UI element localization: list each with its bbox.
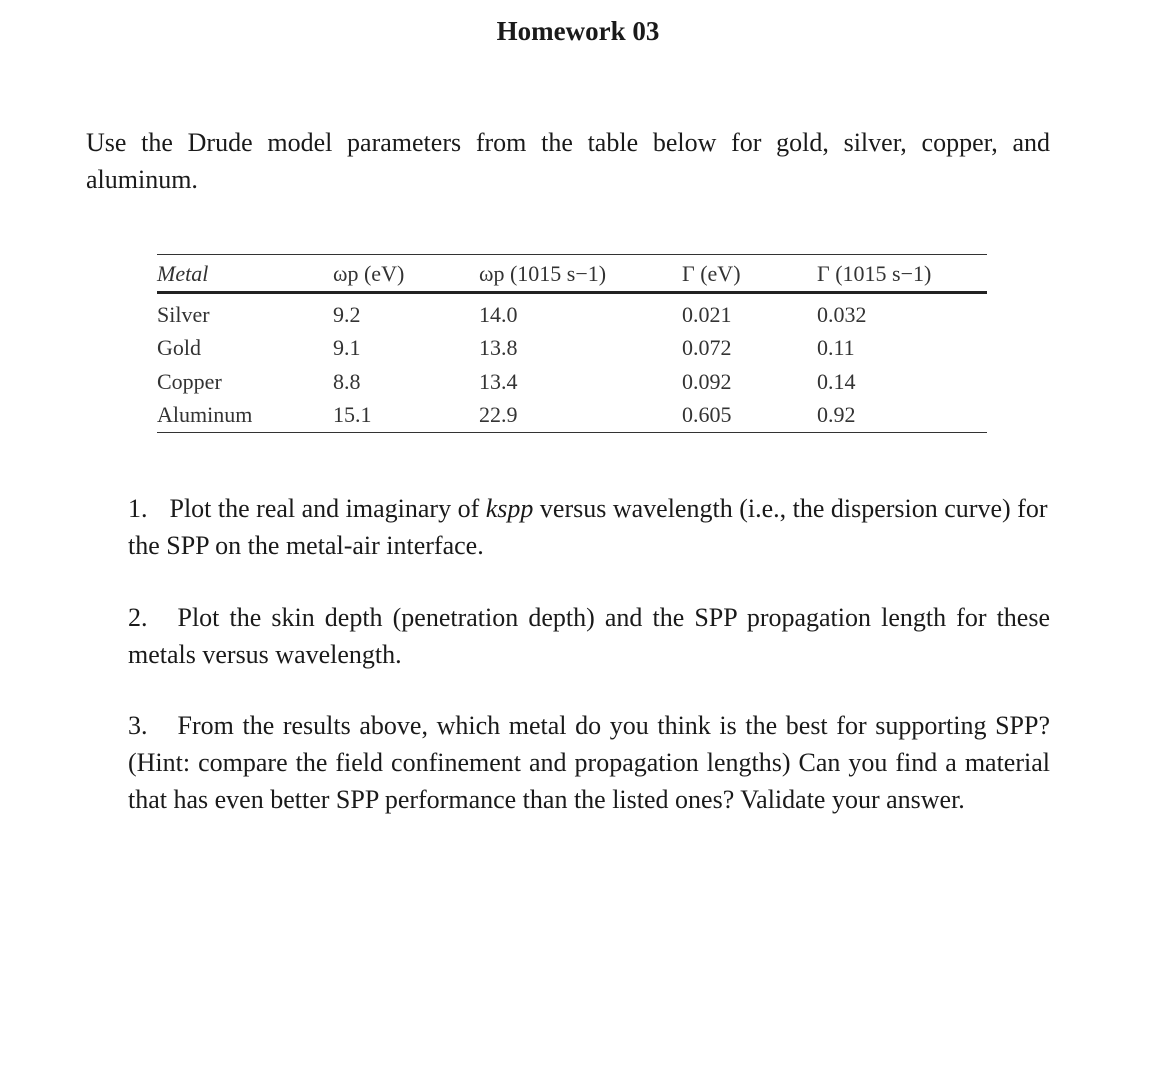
cell-wp-ev: 9.2 bbox=[333, 301, 361, 327]
cell-wp-s: 13.8 bbox=[479, 335, 518, 361]
question-1 bbox=[128, 490, 1050, 564]
cell-wp-ev: 15.1 bbox=[333, 402, 372, 428]
header-gamma-ev: Γ (eV) bbox=[682, 260, 741, 286]
header-wp-ev: ωp (eV) bbox=[333, 260, 405, 286]
question-3 bbox=[128, 707, 1050, 818]
cell-gamma-ev: 0.072 bbox=[682, 335, 732, 361]
drude-parameters-table bbox=[157, 254, 987, 433]
cell-metal: Gold bbox=[157, 335, 201, 361]
cell-gamma-ev: 0.021 bbox=[682, 301, 732, 327]
kspp-symbol: kspp bbox=[485, 494, 534, 523]
cell-gamma-s: 0.92 bbox=[817, 402, 856, 428]
header-metal: Metal bbox=[157, 260, 209, 286]
header-wp-s: ωp (1015 s−1) bbox=[479, 260, 607, 286]
cell-gamma-ev: 0.605 bbox=[682, 402, 732, 428]
parameters-table bbox=[157, 254, 987, 433]
question-number: 2. bbox=[128, 603, 148, 632]
header-gamma-s: Γ (1015 s−1) bbox=[817, 260, 932, 286]
question-text: Plot the skin depth (penetration depth) and the SPP propagation length for these metals versus wavelength. bbox=[128, 603, 1050, 669]
intro-paragraph: Use the Drude model parameters from the table below for gold, silver, copper, and aluminum. bbox=[86, 128, 1050, 194]
question-number: 3. bbox=[128, 711, 148, 740]
cell-wp-s: 14.0 bbox=[479, 301, 518, 327]
question-text: From the results above, which metal do you think is the best for supporting SPP? (Hint: compare the field confinement and propagation lengths) Can you find a material that has even better SPP performance than the listed ones? Validate your answer. bbox=[128, 711, 1050, 814]
table-row bbox=[157, 293, 987, 332]
question-text: versus wavelength (i.e., the dispersion curve) for the SPP on the metal-air interface. bbox=[128, 494, 1048, 560]
cell-gamma-s: 0.032 bbox=[817, 301, 867, 327]
table-row bbox=[157, 332, 987, 366]
question-number: 1. bbox=[128, 494, 148, 523]
page-title: Homework 03 bbox=[496, 16, 660, 46]
table-header-row bbox=[157, 255, 987, 293]
table-row bbox=[157, 399, 987, 433]
cell-gamma-s: 0.14 bbox=[817, 368, 856, 394]
question-2 bbox=[128, 599, 1050, 673]
cell-gamma-ev: 0.092 bbox=[682, 368, 732, 394]
cell-wp-ev: 8.8 bbox=[333, 368, 361, 394]
cell-wp-ev: 9.1 bbox=[333, 335, 361, 361]
table-row bbox=[157, 365, 987, 399]
question-text: Plot the real and imaginary of bbox=[169, 494, 486, 523]
cell-metal: Copper bbox=[157, 368, 222, 394]
cell-wp-s: 13.4 bbox=[479, 368, 518, 394]
cell-wp-s: 22.9 bbox=[479, 402, 518, 428]
cell-gamma-s: 0.11 bbox=[817, 335, 855, 361]
cell-metal: Silver bbox=[157, 301, 210, 327]
cell-metal: Aluminum bbox=[157, 402, 253, 428]
